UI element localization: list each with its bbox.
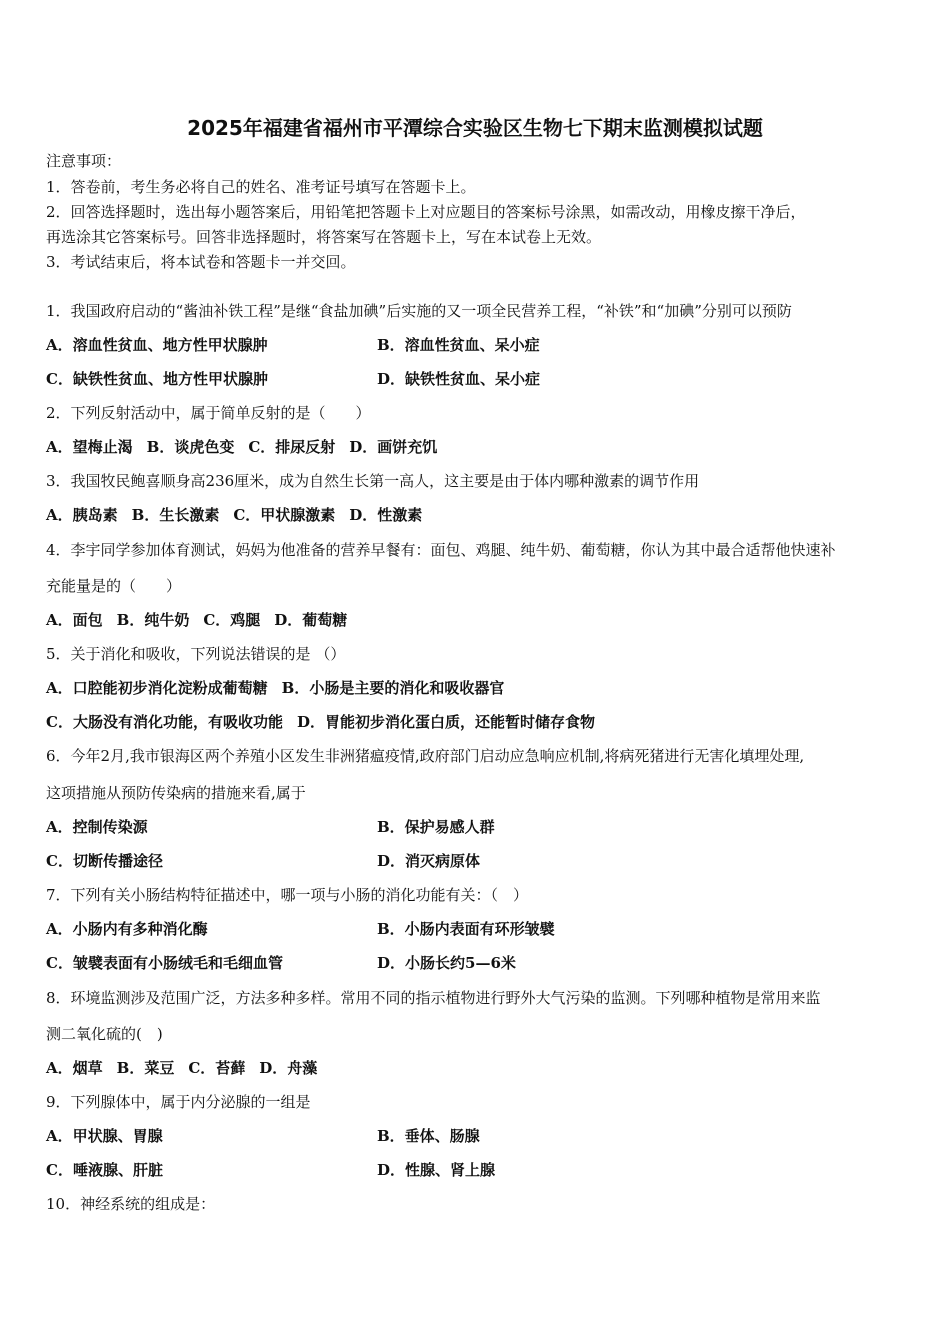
q5-options-row1 [46, 678, 504, 698]
q9-option-c[interactable]: C．唾液腺、肝脏 [46, 1161, 163, 1179]
question-7-stem: 7．下列有关小肠结构特征描述中，哪一项与小肠的消化功能有关：（ ） [46, 886, 529, 904]
q8-option-d[interactable]: D．舟藻 [259, 1059, 318, 1077]
q8-option-c[interactable]: C．苔藓 [188, 1059, 246, 1077]
q3-options [46, 505, 422, 525]
notice-heading: 注意事项： [46, 152, 122, 170]
q4-options [46, 610, 347, 630]
q3-option-b[interactable]: B．生长激素 [131, 506, 220, 524]
q3-option-d[interactable]: D．性激素 [349, 506, 423, 524]
q7-option-d[interactable]: D．小肠长约5—6米 [377, 954, 516, 972]
notice-item: 1．答卷前，考生务必将自己的姓名、准考证号填写在答题卡上。 [46, 178, 476, 196]
page-title: 2025年福建省福州市平潭综合实验区生物七下期末监测模拟试题 [187, 116, 763, 140]
q1-option-d[interactable]: D．缺铁性贫血、呆小症 [377, 370, 541, 388]
q6-option-c[interactable]: C．切断传播途径 [46, 852, 163, 870]
q2-option-c[interactable]: C．排尿反射 [248, 438, 336, 456]
q6-option-b[interactable]: B．保护易感人群 [377, 818, 495, 836]
question-5-stem: 5．关于消化和吸收，下列说法错误的是 （） [46, 645, 346, 663]
q2-option-d[interactable]: D．画饼充饥 [349, 438, 438, 456]
q5-option-c[interactable]: C．大肠没有消化功能，有吸收功能 [46, 713, 283, 731]
q4-option-d[interactable]: D．葡萄糖 [274, 611, 348, 629]
q7-option-a[interactable]: A．小肠内有多种消化酶 [46, 920, 208, 938]
question-8-stem: 8．环境监测涉及范围广泛，方法多种多样。常用不同的指示植物进行野外大气污染的监测。下列哪种植物是常用来监 [46, 989, 821, 1007]
question-2-stem: 2．下列反射活动中，属于简单反射的是（ ） [46, 404, 371, 422]
q6-option-a[interactable]: A．控制传染源 [46, 818, 148, 836]
question-6-stem-cont: 这项措施从预防传染病的措施来看,属于 [46, 784, 306, 802]
q7-option-c[interactable]: C．皱襞表面有小肠绒毛和毛细血管 [46, 954, 283, 972]
q5-option-a[interactable]: A．口腔能初步消化淀粉成葡萄糖 [46, 679, 268, 697]
q9-option-b[interactable]: B．垂体、肠腺 [377, 1127, 480, 1145]
question-9-stem: 9．下列腺体中，属于内分泌腺的一组是 [46, 1093, 311, 1111]
q5-option-d[interactable]: D．胃能初步消化蛋白质，还能暂时储存食物 [296, 713, 595, 731]
q9-option-d[interactable]: D．性腺、肾上腺 [377, 1161, 496, 1179]
question-4-stem: 4．李宇同学参加体育测试，妈妈为他准备的营养早餐有：面包、鸡腿、纯牛奶、葡萄糖，你认为其中最合适帮他快速补 [46, 541, 836, 559]
q6-option-d[interactable]: D．消灭病原体 [377, 852, 481, 870]
q2-option-b[interactable]: B．谈虎色变 [146, 438, 235, 456]
q2-options [46, 437, 437, 457]
q7-option-b[interactable]: B．小肠内表面有环形皱襞 [377, 920, 555, 938]
q1-option-a[interactable]: A．溶血性贫血、地方性甲状腺肿 [46, 336, 268, 354]
question-10-stem: 10．神经系统的组成是： [46, 1195, 216, 1213]
question-1-stem: 1．我国政府启动的“酱油补铁工程”是继“食盐加碘”后实施的又一项全民营养工程，“补铁”和“加碘”分别可以预防 [46, 302, 792, 320]
q8-option-a[interactable]: A．烟草 [46, 1059, 103, 1077]
q3-option-c[interactable]: C．甲状腺激素 [233, 506, 336, 524]
q1-option-b[interactable]: B．溶血性贫血、呆小症 [377, 336, 540, 354]
q2-option-a[interactable]: A．望梅止渴 [46, 438, 133, 456]
q8-option-b[interactable]: B．菜豆 [116, 1059, 175, 1077]
question-3-stem: 3．我国牧民鲍喜顺身高236厘米，成为自然生长第一高人，这主要是由于体内哪种激素的调节作用 [46, 472, 700, 490]
notice-item: 再选涂其它答案标号。回答非选择题时，将答案写在答题卡上，写在本试卷上无效。 [46, 228, 602, 246]
q9-option-a[interactable]: A．甲状腺、胃腺 [46, 1127, 163, 1145]
q4-option-c[interactable]: C．鸡腿 [203, 611, 261, 629]
q5-option-b[interactable]: B．小肠是主要的消化和吸收器官 [281, 679, 505, 697]
q4-option-a[interactable]: A．面包 [46, 611, 103, 629]
question-6-stem: 6．今年2月,我市银海区两个养殖小区发生非洲猪瘟疫情,政府部门启动应急响应机制,将病死猪进行无害化填埋处理, [46, 747, 805, 765]
q1-option-c[interactable]: C．缺铁性贫血、地方性甲状腺肿 [46, 370, 268, 388]
notice-item: 2．回答选择题时，选出每小题答案后，用铅笔把答题卡上对应题目的答案标号涂黑，如需改动，用橡皮擦干净后， [46, 203, 806, 221]
notice-item: 3．考试结束后，将本试卷和答题卡一并交回。 [46, 253, 356, 271]
question-8-stem-cont: 测二氧化硫的( ) [46, 1025, 163, 1043]
question-4-stem-cont: 充能量是的（ ） [46, 577, 182, 595]
q5-options-row2 [46, 712, 595, 732]
q4-option-b[interactable]: B．纯牛奶 [116, 611, 190, 629]
q3-option-a[interactable]: A．胰岛素 [46, 506, 118, 524]
q8-options [46, 1058, 317, 1078]
